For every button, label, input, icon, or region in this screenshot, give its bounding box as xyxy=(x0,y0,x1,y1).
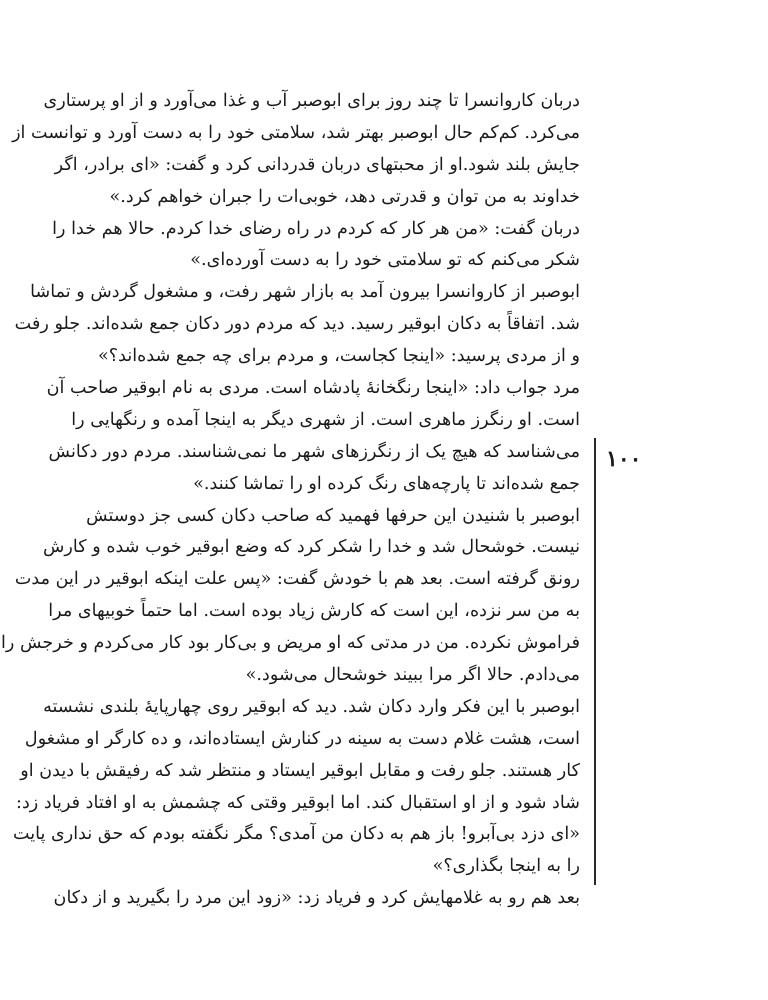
body-text xyxy=(0,86,580,915)
text-line: شد. اتفاقاً به دکان ابوقیر رسید. دید که مردم دور دکان جمع شده‌اند. جلو رفت xyxy=(14,314,580,335)
text-line: جایش بلند شود.او از محبتهای دربان قدردانی کرد و گفت: «ای برادر، اگر xyxy=(54,154,580,175)
text-line: خداوند به من توان و قدرتی دهد، خوبی‌ات را جبران خواهم کرد.» xyxy=(109,186,580,207)
text-line: و از مردی پرسید: «اینجا کجاست، و مردم برای چه جمع شده‌اند؟» xyxy=(98,346,580,367)
text-line: دربان گفت: «من هر کار که کردم در راه رضای خدا کردم. حالا هم خدا را xyxy=(52,218,580,239)
text-line: کار هستند. جلو رفت و مقابل ابوقیر ایستاد و منتظر شد که رفیقش با دیدن او xyxy=(20,760,580,781)
text-line: «ای دزد بی‌آبرو! باز هم به دکان من آمدی؟ مگر نگفته بودم که حق نداری پایت xyxy=(12,824,580,845)
text-line: می‌کرد. کم‌کم حال ابوصبر بهتر شد، سلامتی خود را به دست آورد و توانست از xyxy=(12,122,580,143)
text-line: شاد شود و از او استقبال کند. اما ابوقیر وقتی که چشمش به او افتاد فریاد زد: xyxy=(16,792,580,813)
text-line: بعد هم رو به غلامهایش کرد و فریاد زد: «زود این مرد را بگیرید و از دکان xyxy=(53,888,580,909)
text-line: فراموش نکرده. من در مدتی که او مریض و بی‌کار بود کار می‌کردم و خرجش را xyxy=(0,633,580,654)
text-line: می‌دادم. حالا اگر مرا ببیند خوشحال می‌شود.» xyxy=(245,665,580,686)
text-line: ابوصبر با شنیدن این حرفها فهمید که صاحب دکان کسی جز دوستش xyxy=(86,505,580,526)
text-line: نیست. خوشحال شد و خدا را شکر کرد که وضع ابوقیر خوب شده و کارش xyxy=(42,537,580,558)
margin-rule xyxy=(594,438,596,885)
text-line: دربان کاروانسرا تا چند روز برای ابوصبر آب و غذا می‌آورد و از او پرستاری xyxy=(43,91,580,111)
text-line: می‌شناسد که هیچ یک از رنگرزهای شهر ما نمی‌شناسند. مردم دور دکانش xyxy=(48,441,580,462)
text-line: ابوصبر با این فکر وارد دکان شد. دید که ابوقیر روی چهارپایهٔ بلندی نشسته xyxy=(43,696,580,717)
text-line: است. او رنگرز ماهری است. از شهری دیگر به اینجا آمده و رنگهایی را xyxy=(71,409,580,430)
text-line: ابوصبر از کاروانسرا بیرون آمد به بازار شهر رفت، و مشغول گردش و تماشا xyxy=(30,282,580,303)
text-line: شکر می‌کنم که تو سلامتی خود را به دست آورده‌ای.» xyxy=(190,250,580,271)
text-line: مرد جواب داد: «اینجا رنگخانهٔ پادشاه است. مردی به نام ابوقیر صاحب آن xyxy=(46,378,580,399)
text-line: رونق گرفته است. بعد هم با خودش گفت: «پس علت اینکه ابوقیر در این مدت xyxy=(14,569,580,590)
text-line: است، هشت غلام دست به سینه در کنارش ایستاده‌اند، و ده کارگر او مشغول xyxy=(24,728,580,749)
text-line: جمع شده‌اند تا پارچه‌های رنگ کرده او را تماشا کنند.» xyxy=(193,473,580,494)
text-line: را به اینجا بگذاری؟» xyxy=(432,856,580,877)
page-number: ۱۰۰ xyxy=(606,446,642,472)
text-line: به من سر نزده، این است که کارش زیاد بوده است. اما حتماً خوبیهای مرا xyxy=(48,601,580,622)
